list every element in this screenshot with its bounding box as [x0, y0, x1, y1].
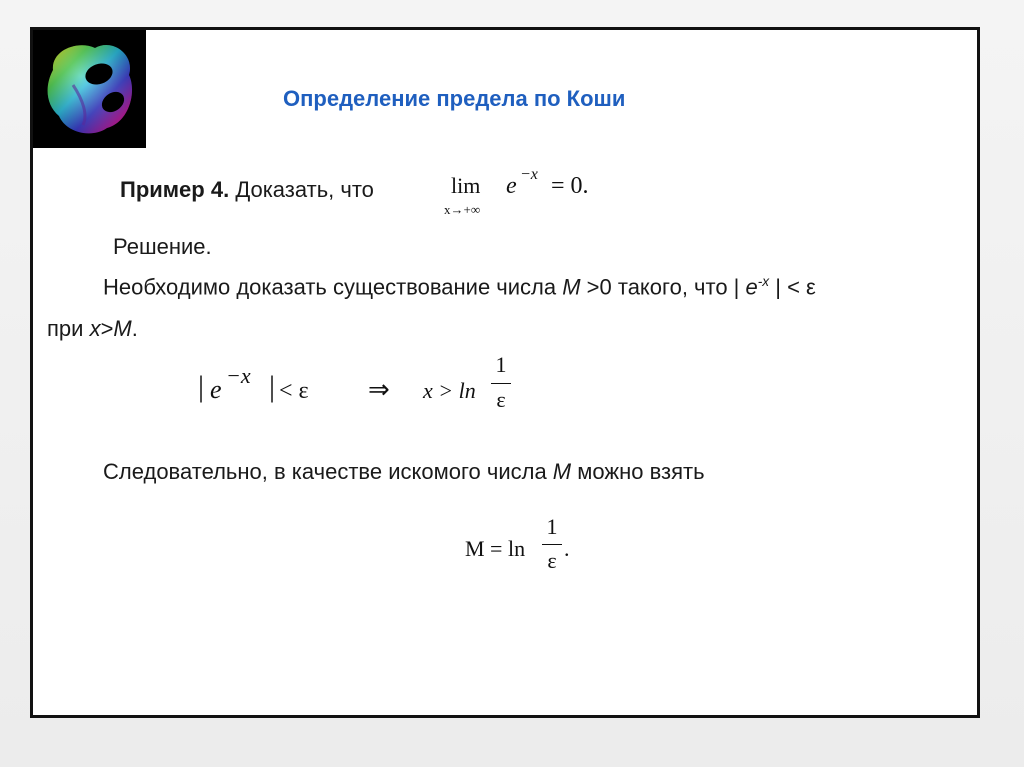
- fraction2-denominator: ε: [547, 548, 557, 573]
- example-statement: [120, 177, 374, 203]
- solution-line-2: [47, 316, 138, 342]
- formula3-lhs: [465, 536, 525, 562]
- limit-formula: [451, 173, 480, 199]
- line2-dot: .: [131, 316, 138, 341]
- line2-gt: >: [100, 316, 114, 341]
- torus-logo-icon: [33, 30, 146, 148]
- implies-arrow: ⇒: [368, 375, 390, 404]
- line1-part3: | < ε: [769, 274, 816, 300]
- line2-x: x: [89, 316, 101, 341]
- solution-line-1: [103, 274, 816, 300]
- limit-subscript: x→+∞: [444, 202, 481, 217]
- example-text: Доказать, что: [235, 177, 374, 202]
- formula2-lhs: [423, 378, 476, 404]
- fraction1-denominator: ε: [496, 387, 506, 412]
- fraction1-bar: [491, 383, 511, 384]
- conclusion-M: M: [552, 459, 572, 484]
- conclusion-part1: Следовательно, в качестве искомого числа: [103, 459, 553, 484]
- formula2-lt-eps: < ε: [279, 378, 309, 404]
- limit-base: e: [506, 173, 517, 199]
- line1-exp: -x: [757, 274, 770, 289]
- line1-e: e: [745, 274, 758, 300]
- abs-bar-close: |: [269, 370, 276, 403]
- line1-M: M: [562, 274, 581, 300]
- logo: [33, 30, 146, 148]
- formula2-base: e: [210, 375, 222, 404]
- formula3-dot: .: [564, 536, 570, 561]
- line2-M: M: [113, 316, 132, 341]
- fraction2-numerator: 1: [546, 514, 558, 539]
- line1-part2: >0 такого, что |: [580, 274, 746, 300]
- limit-exponent: −x: [520, 166, 538, 183]
- limit-lim: lim: [451, 173, 481, 198]
- formula2-lhs-text: x > ln: [423, 378, 476, 403]
- conclusion-part2: можно взять: [571, 459, 705, 484]
- fraction1-numerator: 1: [495, 352, 507, 377]
- line1-part1: Необходимо доказать существование числа: [103, 274, 563, 300]
- example-label: Пример 4.: [120, 177, 230, 202]
- limit-rhs: = 0.: [551, 173, 589, 199]
- solution-label: Решение.: [113, 234, 212, 259]
- slide-title: Определение предела по Коши: [283, 86, 626, 111]
- formula2-exponent: −x: [226, 363, 251, 388]
- fraction2-bar: [542, 544, 562, 545]
- slide: [30, 27, 980, 718]
- conclusion-line: [103, 459, 705, 485]
- formula3-lhs-text: M = ln: [465, 536, 526, 561]
- abs-bar-open: |: [198, 370, 205, 403]
- line2-part1: при: [47, 316, 90, 341]
